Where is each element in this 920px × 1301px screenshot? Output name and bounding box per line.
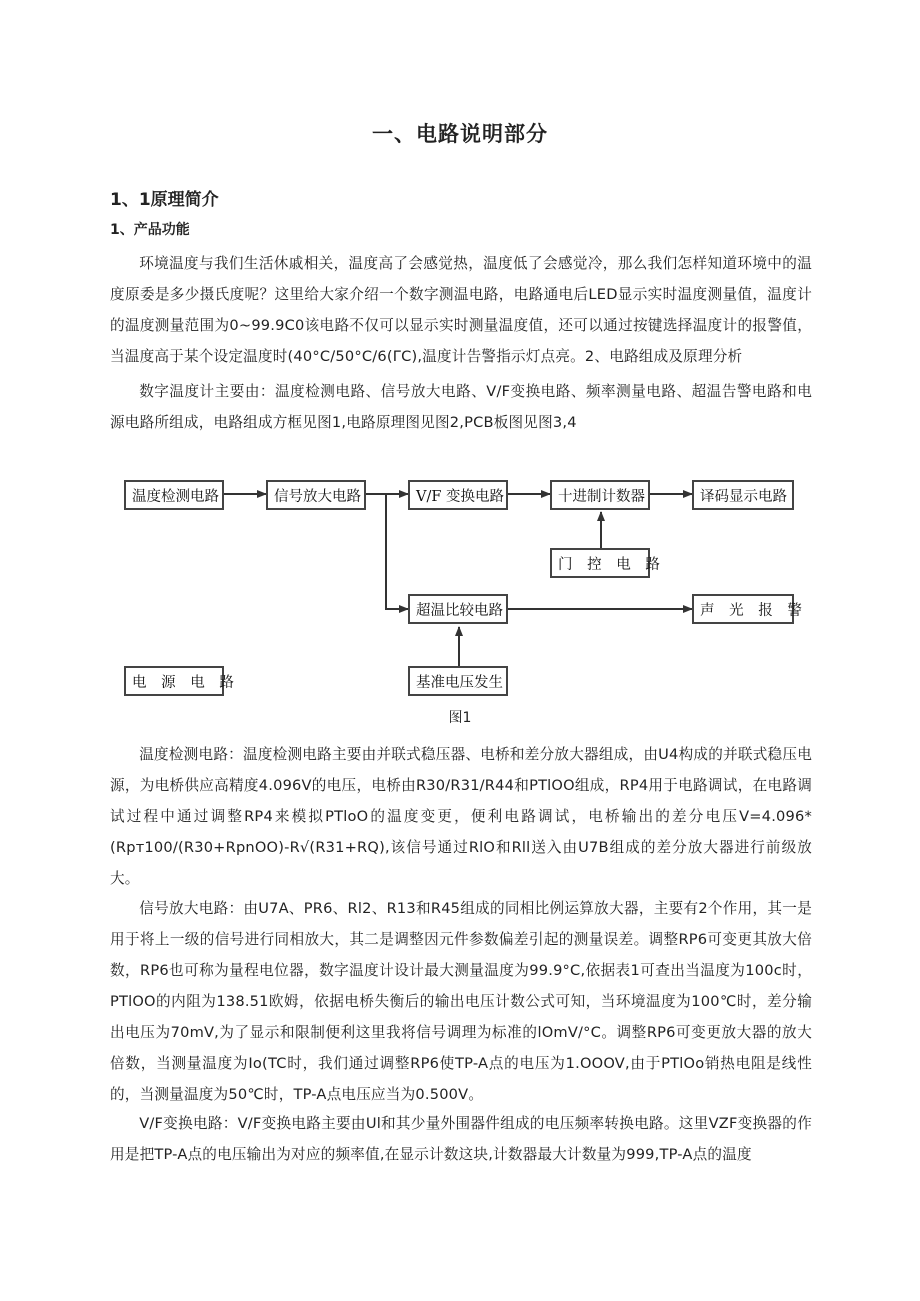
box-decode-display: 译码显示电路: [692, 480, 794, 510]
box-signal-amplifier: 信号放大电路: [266, 480, 366, 510]
subheading-product-function: 1、产品功能: [110, 222, 190, 238]
paragraph-intro: 环境温度与我们生活休戚相关，温度高了会感觉热，温度低了会感觉冷，那么我们怎样知道环境中的温度原委是多少摄氏度呢？这里给大家介绍一个数字测温电路，电路通电后LED显示实时温度测量值，温度计的温度测量范围为0~99.9C0该电路不仅可以显示实时测量温度值，还可以通过按键选择温度计的报警值，当温度高于某个设定温度时(40°C∕50°C∕6(ΓC),温度计告警指示灯点亮。2、电路组成及原理分析: [110, 255, 812, 365]
box-vf-converter: V/F 变换电路: [408, 480, 508, 510]
box-power-supply: 电 源 电 路: [124, 666, 224, 696]
box-reference-voltage: 基准电压发生: [408, 666, 508, 696]
block-diagram: [100, 470, 820, 710]
box-decimal-counter: 十进制计数器: [550, 480, 650, 510]
arrow-amp-branch-to-compare: [386, 494, 408, 609]
section-heading: 1、1原理简介: [110, 190, 219, 210]
box-gate-control: 门 控 电 路: [550, 548, 650, 578]
figure-caption: 图1: [448, 710, 472, 726]
paragraph-signal-amplifier: 信号放大电路：由U7A、PR6、Rl2、R13和R45组成的同相比例运算放大器，主要有2个作用，其一是用于将上一级的信号进行同相放大，其二是调整因元件参数偏差引起的测量误差。调整RP6可变更其放大倍数，RP6也可称为量程电位器，数字温度计设计最大测量温度为99.9°C,依据表1可查出当温度为100c时，PTlOO的内阻为138.51欧姆，依据电桥失衡后的输出电压计数公式可知，当环境温度为100℃时，差分输出电压为70mV,为了显示和限制便利这里我将信号调理为标准的lOmV/°C。调整RP6可变更放大器的放大倍数，当测量温度为Io(TC时，我们通过调整RP6使TP-A点的电压为1.OOOV,由于PTlOo销热电阻是线性的，当测量温度为50℃时，TP-A点电压应当为0.500V。: [110, 900, 812, 1103]
paragraph-vf-converter: V/F变换电路：V/F变换电路主要由Ul和其少量外围器件组成的电压频率转换电路。这里VZF变换器的作用是把TP-A点的电压输出为对应的频率值,在显示计数这块,计数器最大计数量为999,TP-A点的温度: [110, 1115, 812, 1163]
box-sound-light-alarm: 声 光 报 警: [692, 594, 794, 624]
paragraph-temperature-detection: 温度检测电路：温度检测电路主要由并联式稳压器、电桥和差分放大器组成，由U4构成的并联式稳压电源，为电桥供应高精度4.096V的电压，电桥由R30/R31/R44和PTlOO组成，RP4用于电路调试，在电路调试过程中通过调整RP4来模拟PTloO的温度变更，便利电路调试，电桥输出的差分电压V=4.096*(Rpт100/(R30+RpnOO)-R√(R31+RQ),该信号通过RlO和Rll送入由U7B组成的差分放大器进行前级放大。: [110, 746, 812, 887]
box-temperature-detection: 温度检测电路: [124, 480, 224, 510]
page-title: 一、电路说明部分: [372, 122, 548, 146]
box-overtemp-compare: 超温比较电路: [408, 594, 508, 624]
paragraph-composition: 数字温度计主要由：温度检测电路、信号放大电路、V/F变换电路、频率测量电路、超温告警电路和电源电路所组成，电路组成方框见图1,电路原理图见图2,PCB板图见图3,4: [110, 383, 812, 431]
